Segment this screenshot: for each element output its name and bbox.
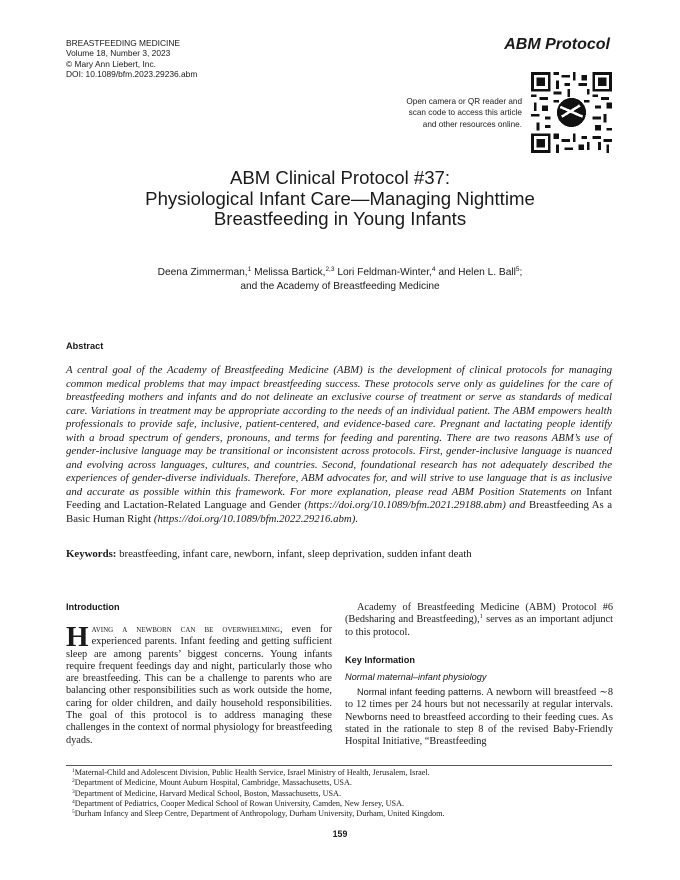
author-name: Deena Zimmerman, xyxy=(157,267,248,278)
inline-heading: Normal infant feeding patterns. xyxy=(357,687,484,697)
author-name: Melissa Bartick, xyxy=(251,267,326,278)
drop-cap: H xyxy=(66,621,89,653)
author-name: Lori Feldman-Winter, xyxy=(334,267,432,278)
journal-info xyxy=(66,38,197,79)
footnote-marker: 2 xyxy=(72,778,75,785)
keywords xyxy=(66,548,612,562)
abstract-tail: ). xyxy=(351,512,359,525)
abstract-heading: Abstract xyxy=(66,341,104,351)
footnote-item xyxy=(72,789,445,799)
journal-copyright: © Mary Ann Liebert, Inc. xyxy=(66,58,156,69)
footnote-marker: 3 xyxy=(72,788,75,795)
article-title xyxy=(60,168,620,230)
key-information-heading: Key Information xyxy=(345,655,415,665)
footnote-item xyxy=(72,778,445,788)
journal-doi[interactable]: DOI: 10.1089/bfm.2023.29236.abm xyxy=(66,68,198,79)
feeding-patterns-paragraph xyxy=(345,686,613,748)
affiliation-marker: 2,3 xyxy=(325,266,335,273)
footnote-text: Department of Medicine, Mount Auburn Hospital, Cambridge, Massachusetts, USA. xyxy=(74,778,352,788)
keywords-list: breastfeeding, infant care, newborn, infant, sleep deprivation, sudden infant death xyxy=(116,548,472,560)
footnote-marker: 1 xyxy=(72,768,75,774)
page-number: 159 xyxy=(332,829,348,839)
footnote-marker: 5 xyxy=(72,809,75,816)
doi-link[interactable]: (https://doi.org/10.1089/bfm.2021.29188.abm) and xyxy=(300,499,529,511)
reference-marker[interactable]: 1 xyxy=(479,613,483,621)
footnote-marker: 4 xyxy=(72,798,75,805)
abstract-text xyxy=(66,364,612,526)
footnote-item xyxy=(72,799,445,809)
journal-name: BREASTFEEDING MEDICINE xyxy=(66,38,181,48)
footnote-text: Maternal-Child and Adolescent Division, Public Health Service, Israel Ministry of Health, Jerusalem, Israel. xyxy=(74,768,430,777)
affiliation-marker: 4 xyxy=(431,266,436,273)
abstract-body: A central goal of the Academy of Breastfeeding Medicine (ABM) is the development of clinical protocols for managing common medical problems that may impact breastfeeding success. These protocols serve only as guidelines for the care of breastfeeding mothers and infants and do not delineate an exclusive course of treatment or serve as standards of medical care. Variations in treatment may be appropriate according to the needs of an individual patient. The ABM empowers health professionals to provide safe, inclusive, patient-centered, and evidence-based care. Pregnant and lactating people identify with a broad spectrum of genders, pronouns, and terms for feeding and parenting. There are two reasons ABM’s use of gender-inclusive language may be transitional or inconsistent across protocols. First, gender-inclusive language is nuanced and evolving across languages, cultures, and countries. Second, foundational research has not adequately described the experiences of gender-diverse individuals. Therefore, ABM advocates for, and will strive to use language that is as inclusive and accurate as possible within this framework. For more explanation, please read ABM Position Statements on xyxy=(66,364,612,498)
keywords-label: Keywords: xyxy=(66,548,117,560)
intro-body: even for experienced parents. Infant feeding and getting sufficient sleep are among parents’ biggest concerns. Young infants require frequent feedings day and night, particularly those who are breastfeeding. This can be a challenge to parents who are balancing other responsibilities such as work outside the home, caring for older children, and daily household responsibilities. The goal of this protocol is to address managing these challenges in the context of normal physiology for breastfeeding dyads. xyxy=(66,624,333,746)
authors-group: and the Academy of Breastfeeding Medicine xyxy=(240,281,440,292)
doi-link[interactable]: (https://doi.org/10.1089/bfm.2022.29216.abm xyxy=(151,512,352,525)
affiliation-marker: 1 xyxy=(247,266,252,273)
qr-instructions-line: and other resources online. xyxy=(422,119,522,129)
paragraph-text: Academy of Breastfeeding Medicine (ABM) Protocol #6 (Bedsharing and Breastfeeding), xyxy=(345,602,613,626)
affiliation-footnotes xyxy=(72,768,445,819)
footnote-divider xyxy=(66,765,612,766)
section-subheading: Normal maternal–infant physiology xyxy=(345,672,487,682)
journal-volume: Volume 18, Number 3, 2023 xyxy=(66,48,171,59)
title-line: Breastfeeding in Young Infants xyxy=(213,208,467,229)
paragraph-text: A newborn will breastfeed ∼8 to 12 times per 24 hours but not necessarily at regular intervals. Newborns need to breastfeed according to their feeding cues. As stated in the rationale to step 8 of the revised Baby-Friendly Hospital Initiative, “Breastfeeding xyxy=(345,687,613,748)
title-line: ABM Clinical Protocol #37: xyxy=(229,167,451,188)
footnote-text: Department of Pediatrics, Cooper Medical School of Rowan University, Camden, New Jersey, USA. xyxy=(74,798,405,808)
footnote-item xyxy=(72,809,445,819)
footnote-text: Durham Infancy and Sleep Centre, Department of Anthropology, Durham University, Durham, United Kingdom. xyxy=(74,809,445,819)
qr-instructions-line: Open camera or QR reader and xyxy=(406,97,522,106)
author-list xyxy=(60,266,620,294)
position-statement-title: Infant Feeding and Lactation-Related Language and Gender xyxy=(66,485,612,511)
footnote-item xyxy=(72,768,445,778)
intro-opening: aving a newborn can be overwhelming, xyxy=(91,624,283,635)
protocol-reference-paragraph xyxy=(345,602,613,639)
introduction-paragraph xyxy=(66,621,333,747)
paragraph-text: serves as an important adjunct to this protocol. xyxy=(345,614,613,638)
author-name: and Helen L. Ball xyxy=(435,267,516,278)
qr-instructions xyxy=(360,96,522,130)
authors-line xyxy=(60,266,620,280)
introduction-heading: Introduction xyxy=(66,602,120,612)
abm-protocol-brand: ABM Protocol xyxy=(504,36,610,53)
title-line: Physiological Infant Care—Managing Nighttime xyxy=(145,187,535,209)
footnote-text: Department of Medicine, Harvard Medical School, Boston, Massachusetts, USA. xyxy=(74,788,342,798)
author-separator: ; xyxy=(519,267,523,278)
qr-instructions-line: scan code to access this article xyxy=(408,108,522,118)
position-statement-title: Breastfeeding As a Basic Human Right xyxy=(66,499,613,525)
affiliation-marker: 5 xyxy=(515,266,520,273)
qr-code-icon[interactable] xyxy=(531,72,612,153)
